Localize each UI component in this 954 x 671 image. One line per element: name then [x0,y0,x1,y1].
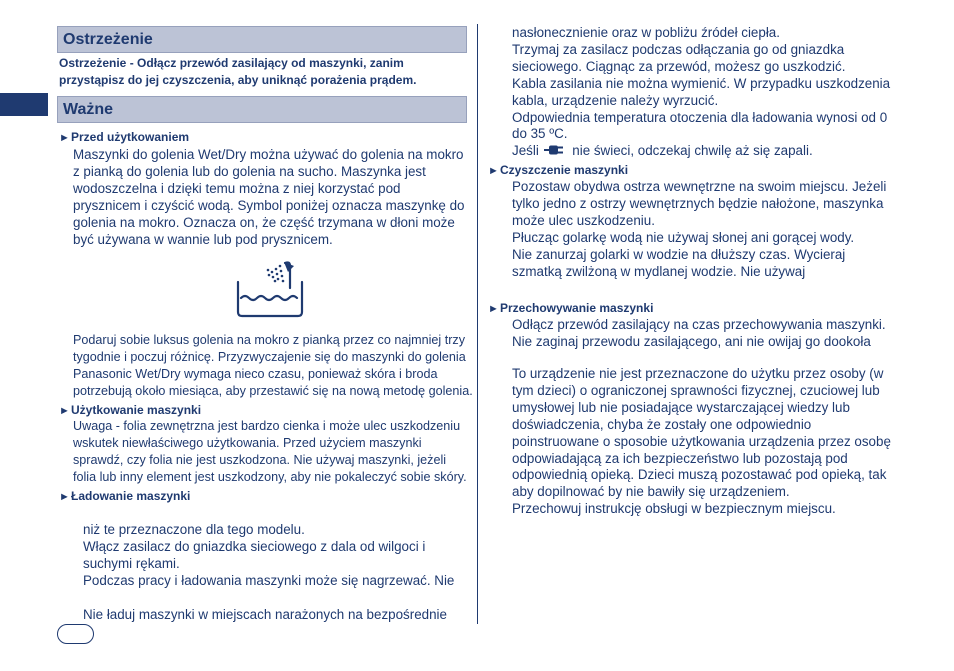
before-use-text: Maszynki do golenia Wet/Dry można używać do golenia na mokro z pianką do golenia lub do golenia na sucho. Maszynka jest wodoszczelna i dzięki temu można z niej korzystać pod prysznicem i czyścić wodą. Symbol poniżej oznacza maszynkę do golenia na mokro. Oznacza on, że część trzymana w dłoni może być używana w wannie lub pod prysznicem. [73,147,465,247]
plug-icon [544,144,564,156]
storage-title-text: Przechowywanie maszynki [500,301,654,315]
persons-text: To urządzenie nie jest przeznaczone do użytku przez osoby (w tym dzieci) o ograniczonej sprawności fizycznej, czuciowej lub umysłowej lub nie posiadające wystarczającej wiedzy lub doświadczenia, chyba że zostały one odpowiednio poinstruowane o sposobie użytkowania urządzenia przez osobę odpowiadającą za ich bezpieczeństwo lub pozostają pod odpowiednią opieką. Dzieci muszą pozostawać pod opieką, tak aby dopilnować by nie bawiły się urządzeniem. Przechowuj instrukcję obsługi w bezpiecznym miejscu. [512,366,891,517]
storage-text: Odłącz przewód zasilający na czas przechowywania maszynki. Nie zaginaj przewodu zasilającego, ani nie owijaj go dookoła [512,317,886,349]
usage-title-text: Użytkowanie maszynki [71,403,202,417]
charging-text: niż te przeznaczone dla tego modelu. Włącz zasilacz do gniazdka sieciowego z dala od wilgoci i suchymi rękami. Podczas pracy i ładowania maszynki może się nagrzewać. Nie [83,522,455,588]
right-top-text: nasłonecznienie oraz w pobliżu źródeł ciepła. Trzymaj za zasilacz podczas odłączania go od gniazdka sieciowego. Ciągnąc za przewód, możesz go uszkodzić. Kabla zasilania nie można wymienić. W przypadku uszkodzenia kabla, urządzenie należy wyrzucić. Odpowiednia temperatura otoczenia dla ładowania wynosi od 0 do 35 ºC. [512,25,891,142]
warning-text: Ostrzeżenie - Odłącz przewód zasilający od maszynki, zanim przystąpisz do jej czyszczenia, aby uniknąć porażenia prądem. [59,56,417,87]
cleaning-title [488,162,628,180]
language-badge [57,624,94,644]
charge-lamp-note-after: nie świeci, odczekaj chwilę aż się zapali. [572,143,813,158]
charging-title [59,488,190,506]
cleaning-title-text: Czyszczenie maszynki [500,163,629,177]
charging-text-2: Nie ładuj maszynki w miejscach narażonych na bezpośrednie [83,607,447,622]
column-divider [477,24,478,624]
before-use-title [59,129,189,147]
usage-text: Uwaga - folia zewnętrzna jest bardzo cienka i może ulec uszkodzeniu wskutek niewłaściwego użytkowania. Przed użyciem maszynki sprawdź, czy folia nie jest uszkodzona. Nie używaj maszynki, jeżeli folia lub inny element jest uszkodzony, aby nie pokaleczyć sobie skóry. [73,419,467,484]
bullet-arrow-icon: ► [488,165,499,177]
charging-title-text: Ładowanie maszynki [71,489,191,503]
bullet-arrow-icon: ► [488,303,499,315]
gift-text: Podaruj sobie luksus golenia na mokro z pianką przez co najmniej trzy tygodnie i poczuj różnicę. Przyzwyczajenie się do maszynki do golenia Panasonic Wet/Dry wymaga nieco czasu, ponieważ skóra i broda potrzebują około miesiąca, aby przestawić się na nową metodę golenia. [73,333,473,398]
charge-lamp-note-before: Jeśli [512,143,539,158]
before-use-title-text: Przed użytkowaniem [71,130,190,144]
bullet-arrow-icon: ► [59,491,70,503]
shower-bath-icon [236,260,304,318]
bullet-arrow-icon: ► [59,405,70,417]
warning-heading: Ostrzeżenie [57,26,467,53]
bullet-arrow-icon: ► [59,132,70,144]
storage-title [488,300,653,318]
section-tab-marker [0,93,48,116]
important-heading: Ważne [57,96,467,123]
cleaning-text: Pozostaw obydwa ostrza wewnętrzne na swoim miejscu. Jeżeli tylko jedno z ostrzy wewnętrznych będzie nałożone, maszynka może ulec uszkodzeniu. Płucząc golarkę wodą nie używaj słonej ani gorącej wody. Nie zanurzaj golarki w wodzie na dłuższy czas. Wycieraj szmatką zwilżoną w mydlanej wodzie. Nie używaj [512,179,887,279]
